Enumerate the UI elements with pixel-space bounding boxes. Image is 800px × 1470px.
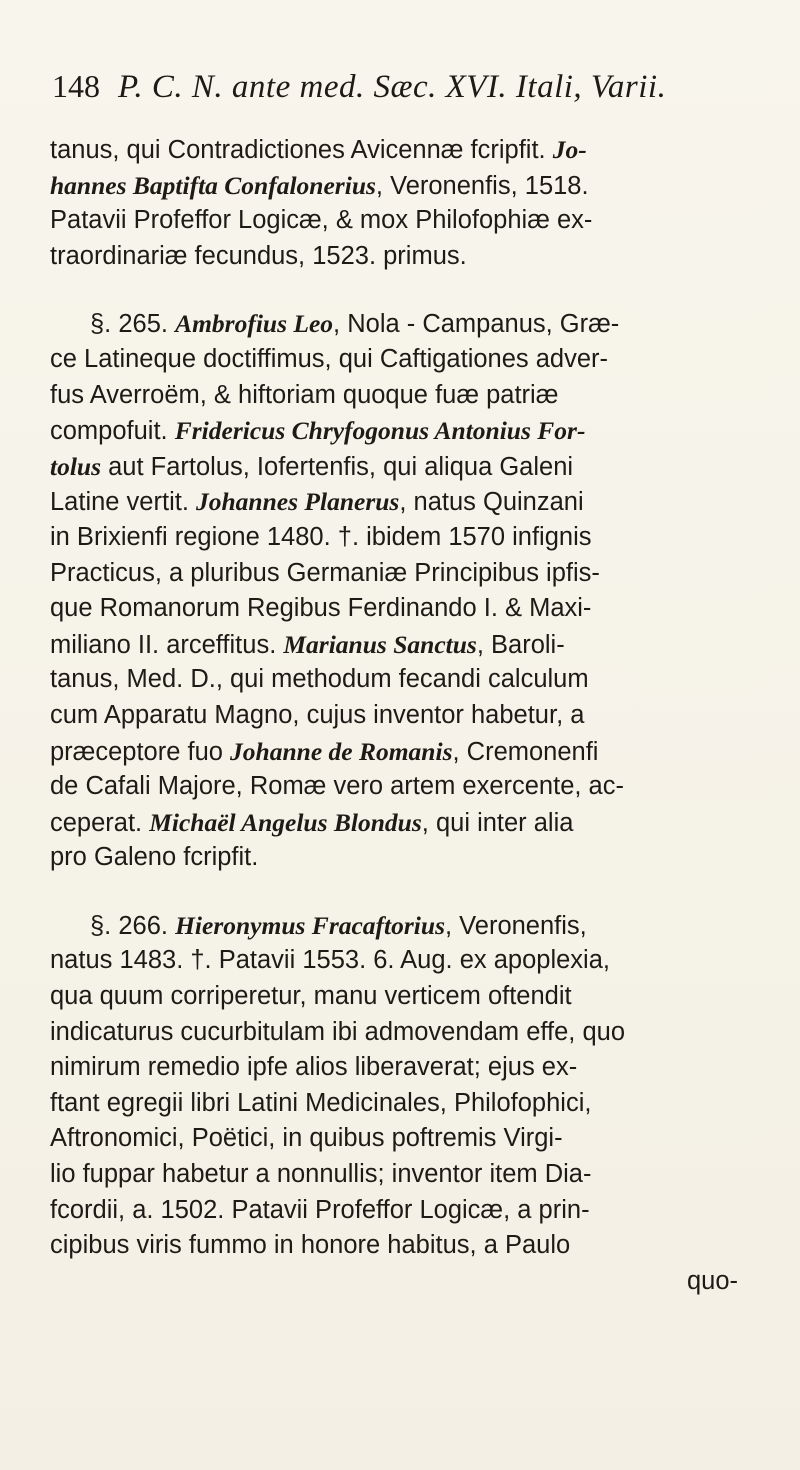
text-run: , qui inter alia xyxy=(421,808,574,837)
italic-name: Johanne de Romanis xyxy=(230,736,453,766)
text-line xyxy=(50,698,750,734)
text-run: tanus, qui Contradictiones Avicennæ fcripfit. xyxy=(50,136,553,164)
italic-name: tolus xyxy=(50,451,102,481)
text-line xyxy=(50,520,750,556)
text-run: , Cremonenfi xyxy=(452,737,599,766)
text-run: ftant egregii libri Latini Medicinales, Philofophici, xyxy=(50,1088,592,1117)
text-run: tanus, Med. D., qui methodum fecandi calculum xyxy=(50,665,589,694)
text-line xyxy=(50,413,750,449)
text-run: lio fuppar habetur a nonnullis; inventor item Dia- xyxy=(50,1160,592,1189)
text-line xyxy=(50,203,750,239)
text-run: , Nola - Campanus, Græ- xyxy=(333,310,620,339)
text-line xyxy=(50,168,750,204)
text-line xyxy=(50,378,750,414)
italic-name: Hieronymus Fracaftorius xyxy=(175,910,445,940)
text-line xyxy=(50,1228,750,1264)
text-run: cum Apparatu Magno, cujus inventor habetur, a xyxy=(50,700,585,729)
text-line xyxy=(50,1193,750,1229)
catchword: quo- xyxy=(686,1266,738,1295)
italic-name: Marianus Sanctus xyxy=(283,629,477,659)
text-line xyxy=(50,627,750,663)
text-run: fus Averroëm, & hiftoriam quoque fuæ patriæ xyxy=(50,380,559,409)
text-run: miliano II. arceffitus. xyxy=(50,630,284,659)
text-line xyxy=(50,556,750,592)
text-run: , Veronenfis, xyxy=(445,911,587,940)
text-run: Latine vertit. xyxy=(50,488,196,517)
text-line xyxy=(50,342,750,378)
text-run: in Brixienfi regione 1480. †. ibidem 1570 infignis xyxy=(50,522,592,551)
text-line xyxy=(50,484,750,520)
text-run: compofuit. xyxy=(50,417,175,446)
text-run: de Cafali Majore, Romæ vero artem exercente, ac- xyxy=(50,772,624,801)
text-line xyxy=(50,1157,750,1193)
text-line xyxy=(50,734,750,770)
running-head: P. C. N. ante med. Sæc. XVI. Itali, Varii. xyxy=(118,69,667,105)
text-run: indicaturus cucurbitulam ibi admovendam effe, quo xyxy=(50,1017,626,1046)
text-line xyxy=(50,239,750,275)
text-run: §. 265. xyxy=(90,310,176,339)
text-run: Aftronomici, Poëtici, in quibus poftremis Virgi- xyxy=(50,1124,563,1153)
text-run: præceptore fuo xyxy=(50,737,231,766)
text-line xyxy=(50,1015,750,1051)
text-line xyxy=(50,1086,750,1122)
text-run: traordinariæ fecundus, 1523. primus. xyxy=(50,241,467,270)
text-line xyxy=(50,132,750,168)
italic-name: Fridericus Chryfogonus Antonius For- xyxy=(174,416,586,446)
italic-name: hannes Baptifta Confalonerius xyxy=(50,170,376,200)
text-run: §. 266. xyxy=(90,911,176,940)
text-run: Patavii Profeffor Logicæ, & mox Philofophiæ ex- xyxy=(50,206,593,235)
text-line xyxy=(50,840,750,876)
text-line xyxy=(50,1050,750,1086)
text-run: cipibus viris fummo in honore habitus, a Paulo xyxy=(50,1231,571,1260)
text-line xyxy=(50,449,750,485)
text-run: fcordii, a. 1502. Patavii Profeffor Logicæ, a prin- xyxy=(50,1195,590,1224)
text-line xyxy=(50,805,750,841)
italic-name: Johannes Planerus xyxy=(196,487,400,517)
paragraph-gap xyxy=(50,876,750,908)
text-run: ceperat. xyxy=(50,808,150,837)
text-line xyxy=(50,908,750,944)
text-run: , Baroli- xyxy=(476,630,565,659)
italic-name: Jo- xyxy=(552,135,587,164)
page-number: 148 xyxy=(52,68,100,104)
text-line xyxy=(50,662,750,698)
text-run: aut Fartolus, Iofertenfis, qui aliqua Galeni xyxy=(101,452,574,481)
text-line xyxy=(50,943,750,979)
body-text xyxy=(50,132,750,1299)
text-run: , natus Quinzani xyxy=(399,488,584,517)
text-run: , Veronenfis, 1518. xyxy=(375,171,589,200)
text-run: ce Latineque doctiffimus, qui Caftigationes adver- xyxy=(50,344,609,373)
text-line xyxy=(50,979,750,1015)
paragraph-gap xyxy=(50,274,750,306)
text-run: natus 1483. †. Patavii 1553. 6. Aug. ex apoplexia, xyxy=(50,946,610,975)
text-run: qua quum corriperetur, manu verticem oftendit xyxy=(50,982,572,1011)
italic-name: Ambrofius Leo xyxy=(175,309,334,339)
text-run: pro Galeno fcripfit. xyxy=(50,843,259,872)
text-run: Practicus, a pluribus Germaniæ Principibus ipfis- xyxy=(50,558,600,587)
text-run: que Romanorum Regibus Ferdinando I. & Maxi- xyxy=(50,594,592,623)
italic-name: Michaël Angelus Blondus xyxy=(149,807,422,837)
text-run: nimirum remedio ipfe alios liberaverat; ejus ex- xyxy=(50,1053,578,1082)
page-header xyxy=(52,68,740,112)
text-line xyxy=(50,1121,750,1157)
text-line xyxy=(50,591,750,627)
text-line xyxy=(50,306,750,342)
text-line xyxy=(50,769,750,805)
